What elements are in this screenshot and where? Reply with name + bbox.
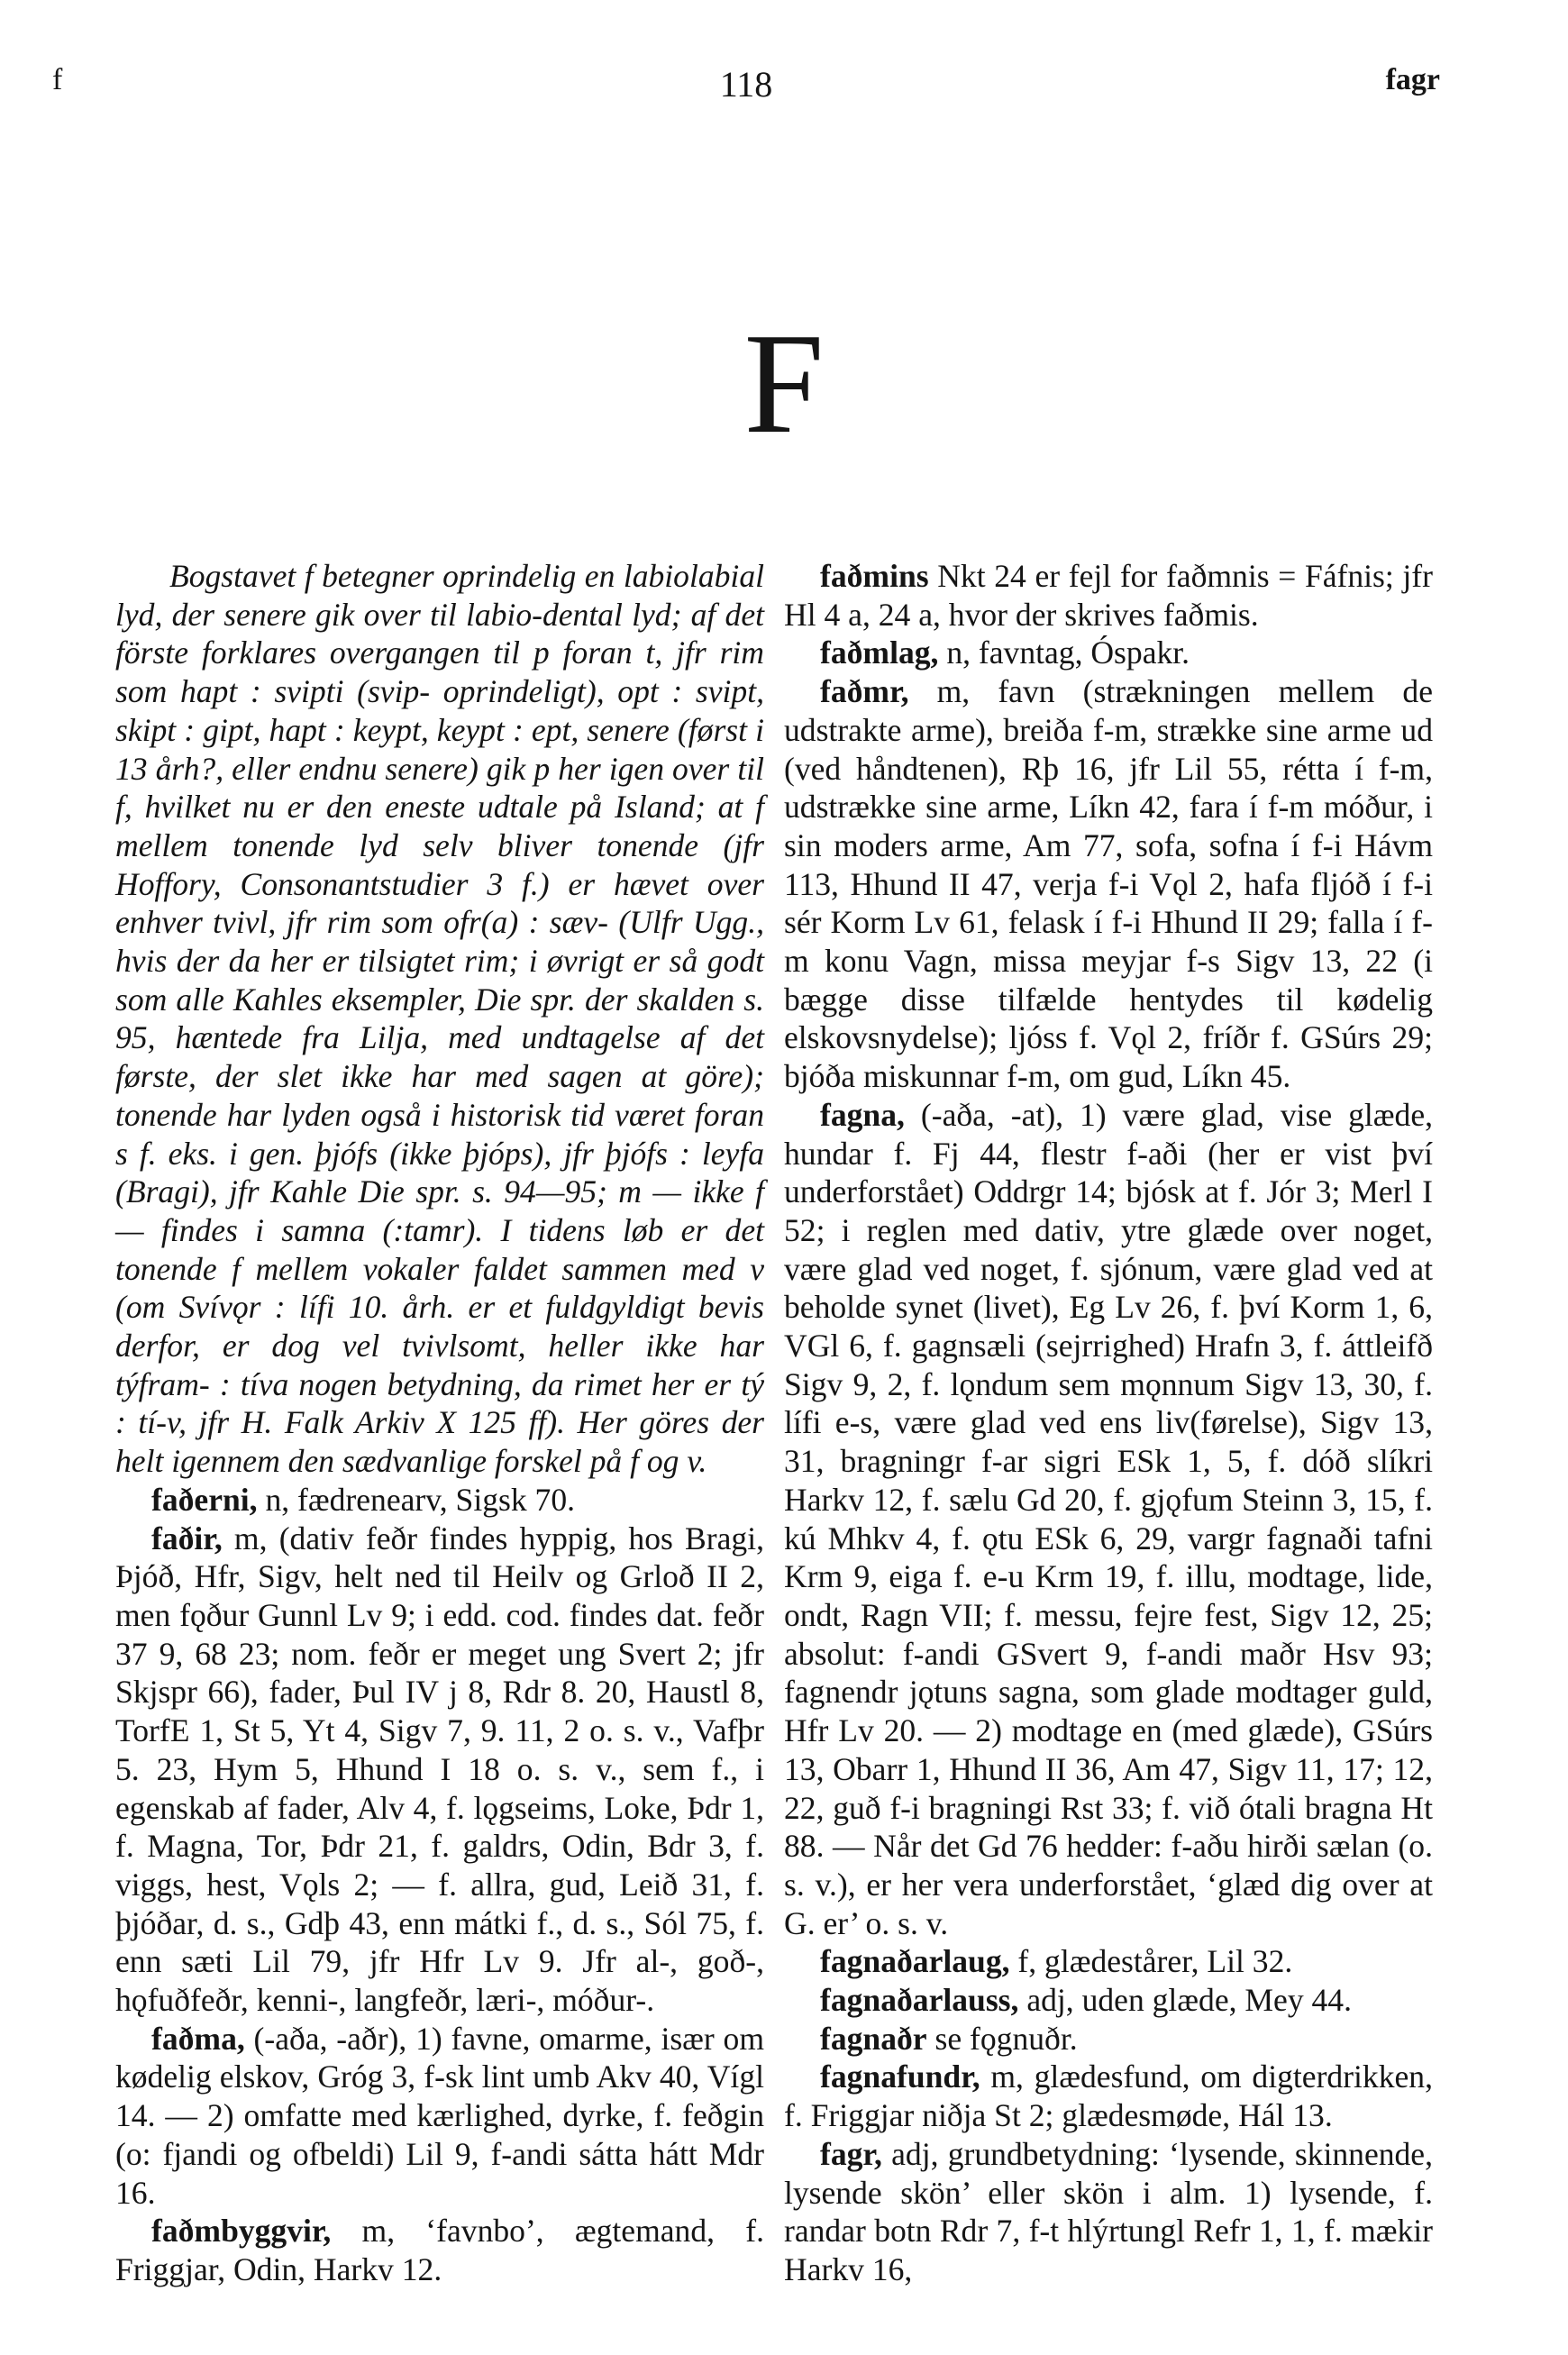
section-letter: F bbox=[743, 303, 825, 463]
headword: fagnaðarlaug, bbox=[820, 1943, 1010, 1980]
headword: fagr, bbox=[820, 2135, 882, 2172]
headword: faðmbyggvir, bbox=[151, 2213, 332, 2250]
headword: faðmlag, bbox=[820, 634, 939, 671]
left-column bbox=[115, 557, 764, 2289]
headword: faðmins bbox=[820, 558, 929, 594]
headword: faðir, bbox=[151, 1520, 223, 1556]
dictionary-entry bbox=[115, 1481, 764, 1520]
right-guide-word: fagr bbox=[1385, 63, 1440, 96]
headword: faðma, bbox=[151, 2020, 245, 2057]
headword: faðmr, bbox=[820, 673, 909, 710]
entry-body: adj, grundbetydning: ‘lysende, skinnende, lysende skön’ eller skön i alm. 1) lysende, f. randar botn Rdr 7, f-t hlýrtungl Refr 1, 1, f. mækir Harkv 16, bbox=[784, 2135, 1433, 2287]
dictionary-entry bbox=[115, 2020, 764, 2213]
headword: fagnaðr bbox=[820, 2020, 927, 2057]
headword: fagna, bbox=[820, 1096, 905, 1133]
dictionary-entry bbox=[115, 2212, 764, 2288]
page-number: 118 bbox=[719, 64, 773, 105]
dictionary-entry bbox=[784, 557, 1433, 634]
entry-body: (-aða, -aðr), 1) favne, omarme, især om kødelig elskov, Gróg 3, f-sk lint umb Akv 40, Vígl 14. — 2) omfatte med kærlighed, dyrke, f. feðgin (o: fjandi og ofbeldi) Lil 9, f-andi sátta hátt Mdr 16. bbox=[115, 2020, 764, 2211]
dictionary-entry bbox=[784, 2020, 1433, 2058]
entry-body: Nkt 24 er fejl for faðmnis = Fáfnis; jfr Hl 4 a, 24 a, hvor der skrives faðmis. bbox=[784, 558, 1433, 633]
entry-body: f, glædestårer, Lil 32. bbox=[1009, 1943, 1293, 1980]
intro-paragraph: Bogstavet f betegner oprindelig en labiolabial lyd, der senere gik over til labio-dental lyd; af det förste forklares overgangen til p foran t, jfr rim som hapt : svipti (svip- oprindeligt), opt : svipt, skipt : gipt, hapt : keypt, keypt : ept, senere (først i 13 årh?, eller endnu senere) gik p her igen over til f, hvilket nu er den eneste udtale på Island; at f mellem tonende lyd selv bliver tonende (jfr Hoffory, Consonantstudier 3 f.) er hævet over enhver tvivl, jfr rim som ofr(a) : sæv- (Ulfr Ugg., hvis der da her er tilsigtet rim; i øvrigt er så godt som alle Kahles eksempler, Die spr. der skalden s. 95, hæntede fra Lilja, med undtagelse af det første, der slet ikke har med sagen at göre); tonende har lyden også i historisk tid været foran s f. eks. i gen. þjófs (ikke þjóps), jfr þjófs : leyfa (Bragi), jfr Kahle Die spr. s. 94—95; m — ikke f — findes i samna (:tamr). I tidens løb er det tonende f mellem vokaler faldet sammen med v (om Svívǫr : lífi 10. årh. er et fuldgyldigt bevis derfor, er dog vel tvivlsomt, heller ikke har týfram- : tíva nogen betydning, da rimet her er tý : tí-v, jfr H. Falk Arkiv X 125 ff). Her göres der helt igennem den sædvanlige forskel på f og v. bbox=[115, 558, 764, 1480]
dictionary-entry bbox=[115, 1520, 764, 2020]
entry-body: (-aða, -at), 1) være glad, vise glæde, hundar f. Fj 44, flestr f-aði (her er vist því underforstået) Oddrgr 14; bjósk at f. Jór 3; Merl I 52; i reglen med dativ, ytre glæde over noget, være glad ved noget, f. sjónum, være glad ved at beholde synet (livet), Eg Lv 26, f. því Korm 1, 6, VGl 6, f. gagnsæli (sejrrighed) Hrafn 3, f. áttleifð Sigv 9, 2, f. lǫndum sem mǫnnum Sigv 13, 30, f. lífi e-s, være glad ved ens liv(førelse), Sigv 13, 31, bragningr f-ar sigri ESk 1, 5, f. dóð slíkri Harkv 12, f. sælu Gd 20, f. gjǫfum Steinn 3, 15, f. kú Mhkv 4, f. ǫtu ESk 6, 29, vargr fagnaði tafni Krm 9, eiga f. e-u Krm 19, f. illu, modtage, lide, ondt, Ragn VII; f. messu, fejre fest, Sigv 12, 25; absolut: f-andi GSvert 9, f-andi maðr Hsv 93; fagnendr jǫtuns sagna, som glade modtager guld, Hfr Lv 20. — 2) modtage en (med glæde), GSúrs 13, Obarr 1, Hhund II 36, Am 47, Sigv 11, 17; 12, 22, guð f-i bragningi Rst 33; f. við ótali bragna Ht 88. — Når det Gd 76 hedder: f-aðu hirði sælan (o. s. v.), er her vera underforstået, ‘glæd dig over at G. er’ o. s. v. bbox=[784, 1096, 1433, 1941]
dictionary-entry bbox=[784, 634, 1433, 672]
dictionary-entry bbox=[784, 2058, 1433, 2134]
entry-body: m, (dativ feðr findes hyppig, hos Bragi, Þjóð, Hfr, Sigv, helt ned til Heilv og Grloð II 2, men fǫður Gunnl Lv 9; i edd. cod. findes dat. feðr 37 9, 68 23; nom. feðr er meget ung Svert 2; jfr Skjspr 66), fader, Þul IV j 8, Rdr 8. 20, Haustl 8, TorfE 1, St 5, Yt 4, Sigv 7, 9. 11, 2 o. s. v., Vafþr 5. 23, Hym 5, Hhund I 18 o. s. v., sem f., i egenskab af fader, Alv 4, f. lǫgseims, Loke, Þdr 1, f. Magna, Tor, Þdr 21, f. galdrs, Odin, Bdr 3, f. viggs, hest, Vǫls 2; — f. allra, gud, Leið 31, f. þjóðar, d. s., Gdþ 43, enn mátki f., d. s., Sól 75, f. enn sæti Lil 79, jfr Hfr Lv 9. Jfr al-, goð-, hǫfuðfeðr, kenni-, langfeðr, læri-, móður-. bbox=[115, 1520, 764, 2019]
entry-body: n, favntag, Óspakr. bbox=[938, 634, 1190, 671]
entry-body: n, fædrenearv, Sigsk 70. bbox=[257, 1481, 576, 1518]
dictionary-entry bbox=[784, 1096, 1433, 1942]
entry-body: m, glædesfund, om digterdrikken, f. Friggjar niðja St 2; glædesmøde, Hál 13. bbox=[784, 2058, 1433, 2134]
entry-body: adj, uden glæde, Mey 44. bbox=[1018, 1982, 1352, 2019]
entry-body: m, ‘favnbo’, ægtemand, f. Friggjar, Odin, Harkv 12. bbox=[115, 2213, 764, 2287]
headword: faðerni, bbox=[151, 1481, 258, 1518]
headword: fagnafundr, bbox=[820, 2058, 980, 2095]
left-guide-word: f bbox=[52, 63, 63, 96]
dictionary-entry bbox=[784, 672, 1433, 1096]
entry-body: m, favn (strækningen mellem de udstrakte arme), breiða f-m, strække sine arme ud (ved håndtenen), Rþ 16, jfr Lil 55, rétta í f-m, udstrække sine arme, Líkn 42, fara í f-m móður, i sin moders arme, Am 77, sofa, sofna í f-i Hávm 113, Hhund II 47, verja f-i Vǫl 2, hafa fljóð í f-i sér Korm Lv 61, felask í f-i Hhund II 29; falla í f-m konu Vagn, missa meyjar f-s Sigv 13, 22 (i bægge disse tilfælde hentydes til kødelig elskovsnydelse); ljóss f. Vǫl 2, fríðr f. GSúrs 29; bjóða miskunnar f-m, om gud, Líkn 45. bbox=[784, 673, 1433, 1095]
headword: fagnaðarlauss, bbox=[820, 1982, 1019, 2019]
dictionary-entry bbox=[784, 1942, 1433, 1981]
running-header bbox=[52, 63, 1440, 117]
dictionary-entry bbox=[784, 2135, 1433, 2289]
entry-body: se fǫgnuðr. bbox=[926, 2020, 1078, 2057]
dictionary-entry bbox=[784, 1981, 1433, 2020]
right-column bbox=[784, 557, 1433, 2289]
